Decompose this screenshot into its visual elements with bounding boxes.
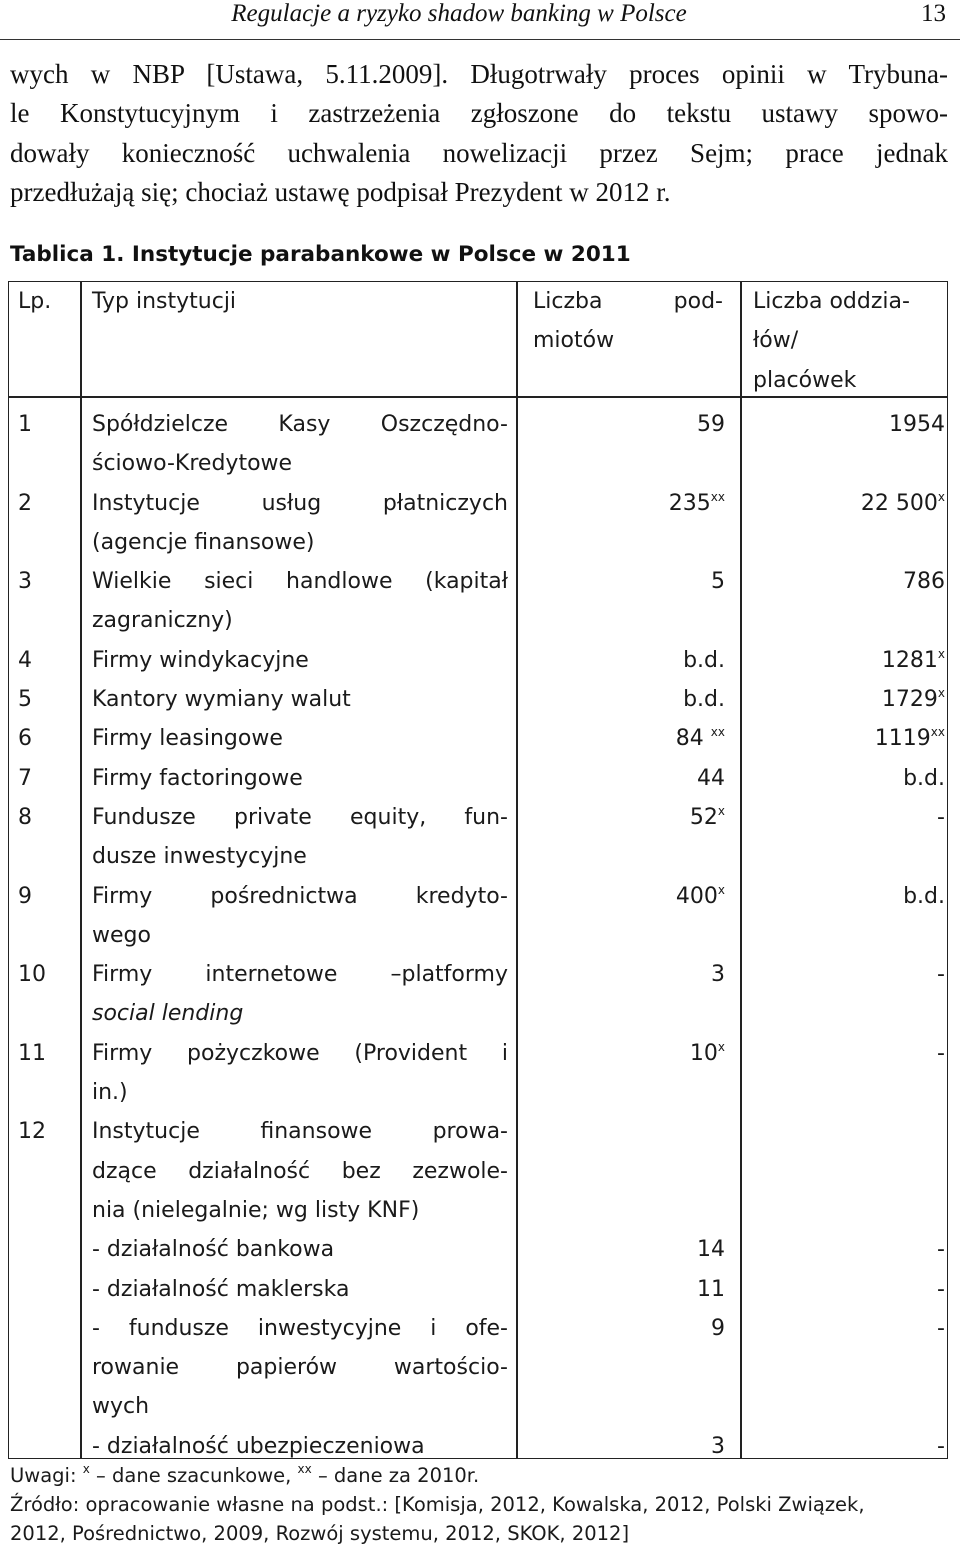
row-type [92, 1034, 508, 1113]
row-entity-count-value: b.d. [683, 647, 725, 673]
row-type-line: Firmy internetowe –platformy [92, 962, 508, 988]
row-entity-count [519, 1230, 725, 1269]
note-x-text: – dane szacunkowe, [89, 1464, 298, 1487]
row-type-line: dusze inwestycyjne [92, 844, 307, 870]
row-entity-count [519, 1309, 725, 1348]
row-type-line: - działalność ubezpieczeniowa [92, 1433, 425, 1459]
row-branch-count-value: - [937, 1040, 945, 1066]
row-entity-count-value: b.d. [683, 687, 725, 713]
row-lp: 11 [18, 1040, 46, 1066]
row-branch-count [751, 759, 945, 798]
row-entity-count-value: 52 [689, 805, 718, 830]
row-type-line: nia (nielegalnie; wg listy KNF) [92, 1197, 420, 1223]
row-entity-count [519, 484, 725, 523]
page-number: 13 [921, 0, 946, 27]
row-branch-count [751, 877, 945, 916]
header-branch-count-line: łów/ [753, 328, 799, 354]
row-type-line: Wielkie sieci handlowe (kapitał [92, 569, 508, 595]
row-type [92, 405, 508, 484]
table-notes [10, 1461, 950, 1548]
row-branch-count [751, 955, 945, 994]
note-xx-text: – dane za 2010r. [311, 1464, 480, 1487]
row-lp: 8 [18, 805, 32, 830]
row-lp: 4 [18, 647, 32, 673]
row-entity-count [519, 1034, 725, 1073]
row-lp: 1 [18, 412, 32, 437]
header-entity-count-word: Liczba [533, 289, 603, 314]
row-branch-count-note: x [937, 646, 945, 661]
paragraph-line: dowały konieczność uchwalenia nowelizacji przez Sejm; prace jednak [10, 137, 948, 168]
row-entity-count-value: 5 [711, 569, 725, 595]
row-type-line: Firmy windykacyjne [92, 647, 309, 673]
header-entity-count-word: pod- [673, 289, 723, 314]
row-lp: 9 [18, 883, 32, 909]
row-branch-count-value: - [937, 1276, 945, 1302]
table-caption: Tablica 1. Instytucje parabankowe w Polsce w 2011 [10, 242, 631, 267]
row-entity-count-note: xx [710, 489, 725, 504]
row-entity-count-value: 44 [697, 765, 725, 791]
row-entity-count-value: 11 [697, 1276, 725, 1302]
row-type [92, 1230, 508, 1269]
row-branch-count [751, 680, 945, 719]
row-type-line: Instytucje usług płatniczych [92, 490, 508, 516]
row-lp: 5 [18, 687, 32, 713]
row-branch-count-value: 22 500 [860, 490, 938, 516]
row-entity-count [519, 955, 725, 994]
row-type-line: Firmy pośrednictwa kredyto- [92, 883, 508, 909]
row-type [92, 798, 508, 877]
row-entity-count-value: 10 [689, 1040, 718, 1066]
row-entity-count [519, 562, 725, 601]
row-type [92, 641, 508, 680]
row-branch-count [751, 562, 945, 601]
row-type-line: Fundusze private equity, fun- [92, 805, 508, 830]
row-type [92, 1270, 508, 1309]
row-branch-count [751, 1034, 945, 1073]
row-type [92, 562, 508, 641]
paragraph-line: wych w NBP [Ustawa, 5.11.2009]. Długotrwały proces opinii w Trybuna- [10, 59, 948, 89]
row-type-line: wego [92, 922, 151, 948]
header-branch-count-line: placówek [753, 367, 857, 393]
row-type [92, 1112, 508, 1230]
row-branch-count [751, 405, 945, 444]
row-type-line: wych [92, 1394, 150, 1420]
row-entity-count-note: x [717, 882, 725, 897]
row-entity-count-value: 14 [697, 1237, 725, 1263]
body-paragraph [10, 55, 948, 212]
header-lp: Lp. [18, 289, 52, 314]
row-branch-count-value: b.d. [903, 883, 945, 909]
running-title: Regulacje a ryzyko shadow banking w Polsce [231, 0, 687, 27]
institutions-table [8, 281, 948, 1459]
header-branch-count [753, 282, 945, 400]
row-branch-count-note: xx [930, 725, 945, 740]
row-lp: 6 [18, 726, 32, 752]
row-type [92, 955, 508, 1034]
row-branch-count-value: - [937, 1315, 945, 1341]
paragraph-line: le Konstytucyjnym i zastrzeżenia zgłoszone do tekstu ustawy spowo- [10, 98, 948, 129]
page-header [0, 0, 960, 40]
row-branch-count-value: 1729 [881, 687, 938, 713]
row-type-line: social lending [92, 1001, 244, 1027]
row-type-line: ściowo-Kredytowe [92, 451, 293, 477]
header-entity-count [533, 282, 723, 361]
header-type: Typ instytucji [92, 289, 237, 314]
row-branch-count [751, 1270, 945, 1309]
row-branch-count-value: - [937, 1237, 945, 1263]
source-line: Źródło: opracowanie własne na podst.: [Komisja, 2012, Kowalska, 2012, Polski Związek, [10, 1493, 865, 1516]
row-branch-count-value: b.d. [903, 765, 945, 791]
row-entity-count [519, 680, 725, 719]
row-type-line: Firmy factoringowe [92, 765, 303, 791]
row-entity-count [519, 877, 725, 916]
row-branch-count-note: x [937, 489, 945, 504]
row-type [92, 680, 508, 719]
row-entity-count-note: xx [710, 725, 725, 740]
row-lp: 10 [18, 962, 46, 988]
row-branch-count [751, 798, 945, 837]
row-type-line: Firmy leasingowe [92, 726, 283, 752]
row-type [92, 484, 508, 563]
row-entity-count [519, 759, 725, 798]
row-type-line: Kantory wymiany walut [92, 687, 351, 713]
row-type-line: rowanie papierów wartościo- [92, 1355, 508, 1381]
row-type-line: in.) [92, 1080, 128, 1106]
row-entity-count [519, 405, 725, 444]
column-divider [740, 282, 742, 1458]
row-type [92, 1309, 508, 1427]
row-entity-count-value: 84 [675, 726, 711, 752]
row-type-line: (agencje finansowe) [92, 529, 315, 555]
row-entity-count [519, 719, 725, 758]
row-branch-count-value: 1281 [881, 647, 938, 673]
row-lp: 3 [18, 569, 32, 595]
row-branch-count-value: 1954 [889, 412, 945, 437]
row-entity-count-note: x [717, 1039, 725, 1054]
note-xx-marker: xx [297, 1462, 312, 1476]
row-branch-count [751, 1309, 945, 1348]
row-branch-count [751, 641, 945, 680]
row-entity-count-note: x [717, 804, 725, 818]
row-entity-count [519, 798, 725, 837]
row-entity-count-value: 3 [711, 1433, 725, 1459]
row-type-line: Instytucje finansowe prowa- [92, 1119, 508, 1145]
row-branch-count-value: 1119 [874, 726, 931, 752]
paragraph-line: przedłużają się; chociaż ustawę podpisał Prezydent w 2012 r. [10, 176, 671, 207]
row-type [92, 759, 508, 798]
row-type-line: Spółdzielcze Kasy Oszczędno- [92, 412, 508, 437]
column-divider [516, 282, 518, 1458]
column-divider [80, 282, 82, 1458]
notes-label: Uwagi: [10, 1464, 83, 1487]
row-branch-count-value: - [937, 805, 945, 830]
note-x-marker: x [82, 1462, 90, 1476]
row-lp: 2 [18, 490, 32, 516]
row-entity-count-value: 400 [675, 883, 718, 909]
notes-line [10, 1461, 950, 1490]
row-entity-count-value: 9 [711, 1315, 725, 1341]
row-type-line: Firmy pożyczkowe (Provident i [92, 1040, 508, 1066]
row-branch-count-value: 786 [903, 569, 945, 595]
row-type-line: - działalność bankowa [92, 1237, 335, 1263]
row-entity-count [519, 641, 725, 680]
row-branch-count-value: - [937, 962, 945, 988]
source-line: 2012, Pośrednictwo, 2009, Rozwój systemu, 2012, SKOK, 2012] [10, 1522, 630, 1545]
row-type-line: - fundusze inwestycyjne i ofe- [92, 1315, 508, 1341]
row-type-line: dzące działalność bez zezwole- [92, 1158, 508, 1184]
row-type [92, 719, 508, 758]
row-entity-count-value: 3 [711, 962, 725, 988]
row-entity-count-value: 235 [668, 490, 711, 516]
row-branch-count-note: x [937, 686, 945, 701]
row-entity-count [519, 1270, 725, 1309]
row-lp: 12 [18, 1119, 46, 1145]
header-branch-count-line: Liczba oddzia- [753, 289, 910, 314]
row-type [92, 877, 508, 956]
row-entity-count-value: 59 [697, 412, 725, 437]
row-branch-count [751, 1230, 945, 1269]
row-type-line: - działalność maklerska [92, 1276, 350, 1302]
row-branch-count [751, 484, 945, 523]
row-type-line: zagraniczny) [92, 608, 233, 634]
row-lp: 7 [18, 765, 32, 791]
header-entity-count-line: miotów [533, 328, 615, 354]
row-branch-count [751, 719, 945, 758]
row-branch-count-value: - [937, 1433, 945, 1459]
